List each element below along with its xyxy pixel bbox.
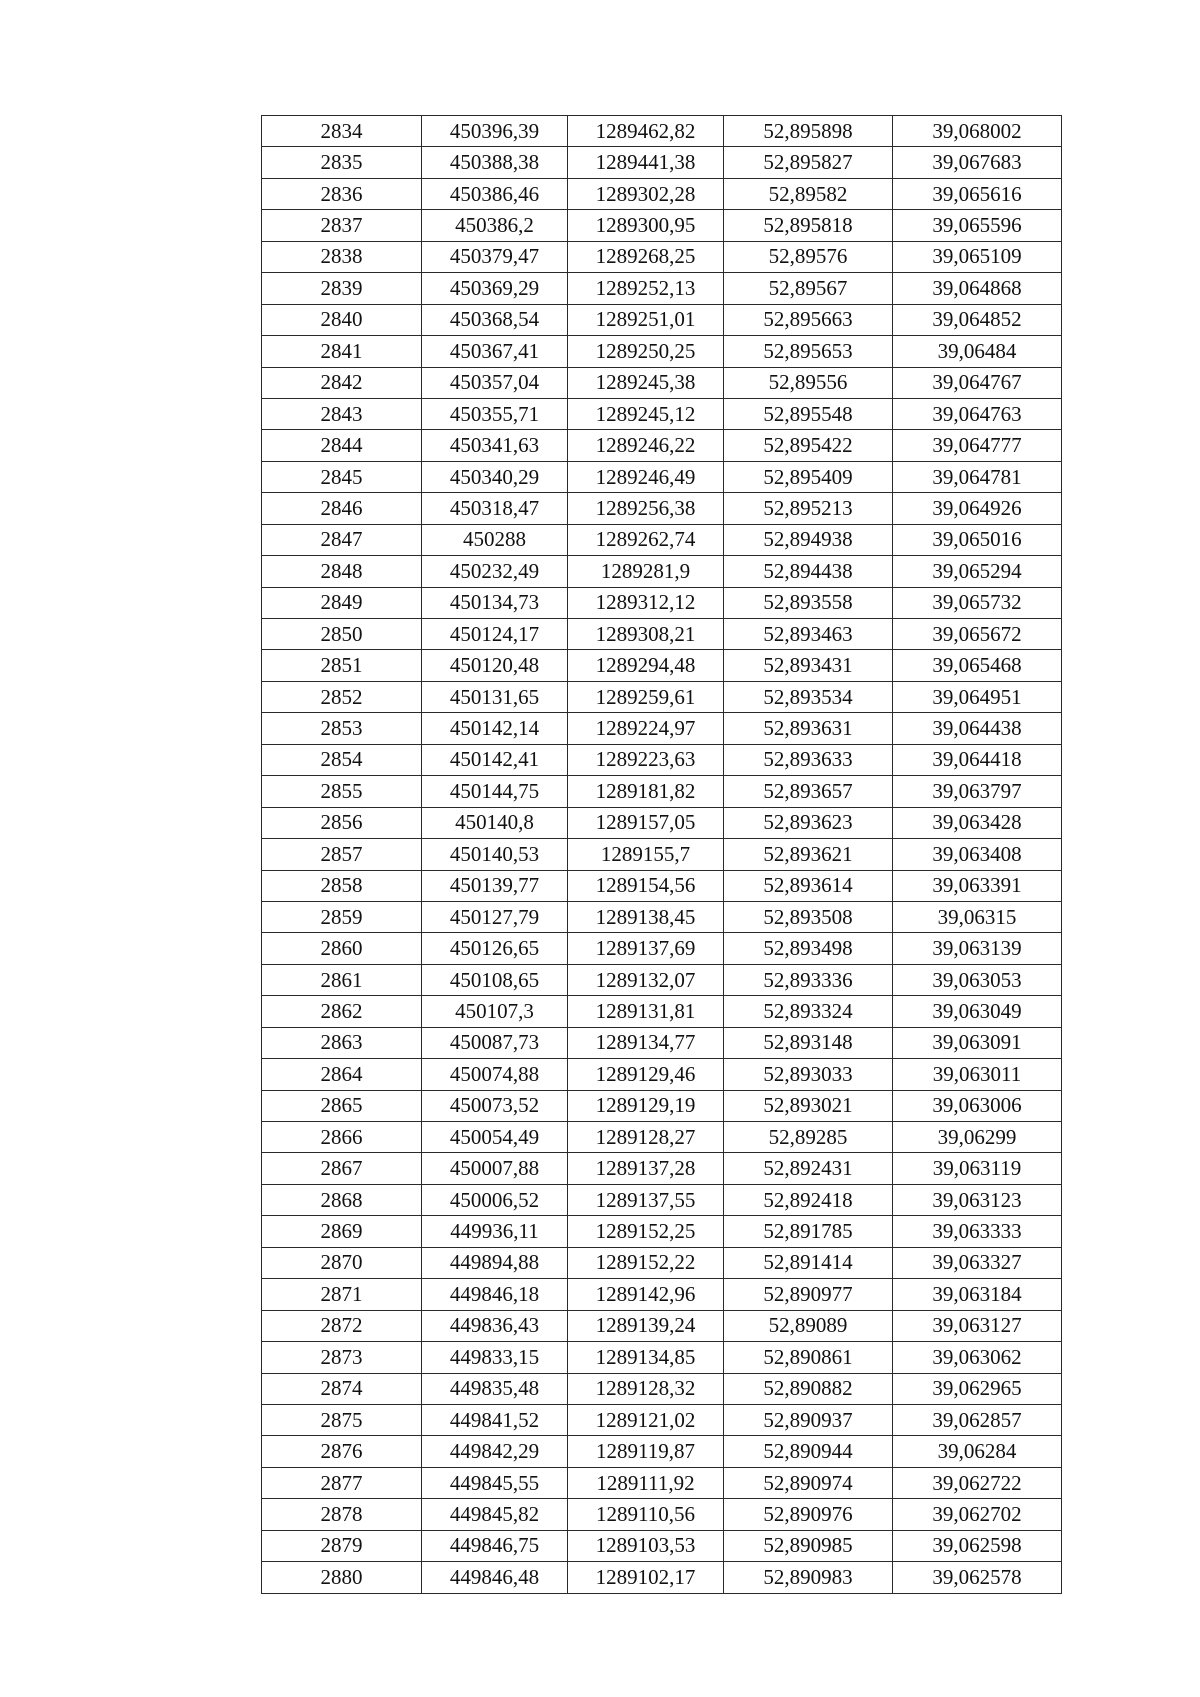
y-coordinate-cell: 1289134,77 (568, 1027, 724, 1058)
longitude-cell: 39,064763 (893, 398, 1062, 429)
x-coordinate-cell: 449835,48 (422, 1373, 568, 1404)
latitude-cell: 52,893324 (724, 996, 893, 1027)
latitude-cell: 52,895653 (724, 336, 893, 367)
x-coordinate-cell: 450386,46 (422, 178, 568, 209)
latitude-cell: 52,890983 (724, 1562, 893, 1593)
longitude-cell: 39,064777 (893, 430, 1062, 461)
latitude-cell: 52,893508 (724, 901, 893, 932)
x-coordinate-cell: 450142,14 (422, 713, 568, 744)
x-coordinate-cell: 450388,38 (422, 147, 568, 178)
latitude-cell: 52,890944 (724, 1436, 893, 1467)
y-coordinate-cell: 1289252,13 (568, 273, 724, 304)
point-number-cell: 2856 (262, 807, 422, 838)
x-coordinate-cell: 450139,77 (422, 870, 568, 901)
y-coordinate-cell: 1289256,38 (568, 493, 724, 524)
longitude-cell: 39,062722 (893, 1467, 1062, 1498)
latitude-cell: 52,893463 (724, 619, 893, 650)
y-coordinate-cell: 1289137,69 (568, 933, 724, 964)
latitude-cell: 52,894938 (724, 524, 893, 555)
x-coordinate-cell: 450127,79 (422, 901, 568, 932)
x-coordinate-cell: 450124,17 (422, 619, 568, 650)
point-number-cell: 2875 (262, 1404, 422, 1435)
table-row (262, 178, 1062, 209)
latitude-cell: 52,892431 (724, 1153, 893, 1184)
point-number-cell: 2849 (262, 587, 422, 618)
point-number-cell: 2860 (262, 933, 422, 964)
longitude-cell: 39,06315 (893, 901, 1062, 932)
longitude-cell: 39,065732 (893, 587, 1062, 618)
x-coordinate-cell: 450134,73 (422, 587, 568, 618)
x-coordinate-cell: 449894,88 (422, 1247, 568, 1278)
longitude-cell: 39,067683 (893, 147, 1062, 178)
x-coordinate-cell: 450007,88 (422, 1153, 568, 1184)
table-row (262, 1216, 1062, 1247)
x-coordinate-cell: 450006,52 (422, 1184, 568, 1215)
latitude-cell: 52,890861 (724, 1342, 893, 1373)
x-coordinate-cell: 449841,52 (422, 1404, 568, 1435)
latitude-cell: 52,893657 (724, 776, 893, 807)
x-coordinate-cell: 449936,11 (422, 1216, 568, 1247)
point-number-cell: 2865 (262, 1090, 422, 1121)
point-number-cell: 2867 (262, 1153, 422, 1184)
latitude-cell: 52,891414 (724, 1247, 893, 1278)
y-coordinate-cell: 1289181,82 (568, 776, 724, 807)
longitude-cell: 39,065672 (893, 619, 1062, 650)
longitude-cell: 39,063327 (893, 1247, 1062, 1278)
point-number-cell: 2874 (262, 1373, 422, 1404)
y-coordinate-cell: 1289308,21 (568, 619, 724, 650)
point-number-cell: 2857 (262, 839, 422, 870)
y-coordinate-cell: 1289246,22 (568, 430, 724, 461)
y-coordinate-cell: 1289121,02 (568, 1404, 724, 1435)
table-row (262, 713, 1062, 744)
y-coordinate-cell: 1289102,17 (568, 1562, 724, 1593)
longitude-cell: 39,063053 (893, 964, 1062, 995)
table-row (262, 650, 1062, 681)
y-coordinate-cell: 1289155,7 (568, 839, 724, 870)
longitude-cell: 39,063408 (893, 839, 1062, 870)
table-row (262, 933, 1062, 964)
table-row (262, 839, 1062, 870)
point-number-cell: 2835 (262, 147, 422, 178)
latitude-cell: 52,89285 (724, 1122, 893, 1153)
x-coordinate-cell: 450367,41 (422, 336, 568, 367)
x-coordinate-cell: 450379,47 (422, 241, 568, 272)
table-row (262, 1184, 1062, 1215)
longitude-cell: 39,062598 (893, 1530, 1062, 1561)
longitude-cell: 39,065109 (893, 241, 1062, 272)
y-coordinate-cell: 1289139,24 (568, 1310, 724, 1341)
table-row (262, 1153, 1062, 1184)
longitude-cell: 39,062857 (893, 1404, 1062, 1435)
point-number-cell: 2864 (262, 1059, 422, 1090)
table-row (262, 1404, 1062, 1435)
table-row (262, 1279, 1062, 1310)
table-row (262, 336, 1062, 367)
x-coordinate-cell: 450140,53 (422, 839, 568, 870)
latitude-cell: 52,89576 (724, 241, 893, 272)
point-number-cell: 2854 (262, 744, 422, 775)
table-row (262, 870, 1062, 901)
table-row (262, 619, 1062, 650)
y-coordinate-cell: 1289154,56 (568, 870, 724, 901)
point-number-cell: 2866 (262, 1122, 422, 1153)
x-coordinate-cell: 449845,55 (422, 1467, 568, 1498)
latitude-cell: 52,891785 (724, 1216, 893, 1247)
longitude-cell: 39,064767 (893, 367, 1062, 398)
longitude-cell: 39,063428 (893, 807, 1062, 838)
longitude-cell: 39,064418 (893, 744, 1062, 775)
longitude-cell: 39,063797 (893, 776, 1062, 807)
point-number-cell: 2877 (262, 1467, 422, 1498)
latitude-cell: 52,89582 (724, 178, 893, 209)
point-number-cell: 2837 (262, 210, 422, 241)
latitude-cell: 52,893148 (724, 1027, 893, 1058)
x-coordinate-cell: 450341,63 (422, 430, 568, 461)
x-coordinate-cell: 449846,48 (422, 1562, 568, 1593)
latitude-cell: 52,895213 (724, 493, 893, 524)
y-coordinate-cell: 1289138,45 (568, 901, 724, 932)
table-row (262, 430, 1062, 461)
x-coordinate-cell: 450107,3 (422, 996, 568, 1027)
y-coordinate-cell: 1289250,25 (568, 336, 724, 367)
longitude-cell: 39,065468 (893, 650, 1062, 681)
table-row (262, 1027, 1062, 1058)
longitude-cell: 39,062965 (893, 1373, 1062, 1404)
x-coordinate-cell: 450131,65 (422, 681, 568, 712)
table-row (262, 1247, 1062, 1278)
x-coordinate-cell: 449836,43 (422, 1310, 568, 1341)
table-row (262, 744, 1062, 775)
longitude-cell: 39,063333 (893, 1216, 1062, 1247)
latitude-cell: 52,893021 (724, 1090, 893, 1121)
y-coordinate-cell: 1289134,85 (568, 1342, 724, 1373)
longitude-cell: 39,06299 (893, 1122, 1062, 1153)
point-number-cell: 2838 (262, 241, 422, 272)
latitude-cell: 52,890974 (724, 1467, 893, 1498)
longitude-cell: 39,064781 (893, 461, 1062, 492)
x-coordinate-cell: 450073,52 (422, 1090, 568, 1121)
latitude-cell: 52,890977 (724, 1279, 893, 1310)
latitude-cell: 52,895422 (724, 430, 893, 461)
table-row (262, 1373, 1062, 1404)
point-number-cell: 2848 (262, 556, 422, 587)
longitude-cell: 39,063062 (893, 1342, 1062, 1373)
table-row (262, 1499, 1062, 1530)
y-coordinate-cell: 1289294,48 (568, 650, 724, 681)
latitude-cell: 52,890976 (724, 1499, 893, 1530)
x-coordinate-cell: 449846,75 (422, 1530, 568, 1561)
point-number-cell: 2876 (262, 1436, 422, 1467)
longitude-cell: 39,065016 (893, 524, 1062, 555)
longitude-cell: 39,064852 (893, 304, 1062, 335)
x-coordinate-cell: 450368,54 (422, 304, 568, 335)
latitude-cell: 52,893558 (724, 587, 893, 618)
table-row (262, 367, 1062, 398)
y-coordinate-cell: 1289462,82 (568, 116, 724, 147)
longitude-cell: 39,063123 (893, 1184, 1062, 1215)
coordinates-table-body (262, 116, 1062, 1594)
point-number-cell: 2859 (262, 901, 422, 932)
x-coordinate-cell: 450386,2 (422, 210, 568, 241)
y-coordinate-cell: 1289251,01 (568, 304, 724, 335)
point-number-cell: 2870 (262, 1247, 422, 1278)
longitude-cell: 39,063011 (893, 1059, 1062, 1090)
table-row (262, 587, 1062, 618)
longitude-cell: 39,064438 (893, 713, 1062, 744)
latitude-cell: 52,89567 (724, 273, 893, 304)
latitude-cell: 52,893633 (724, 744, 893, 775)
y-coordinate-cell: 1289152,22 (568, 1247, 724, 1278)
latitude-cell: 52,895827 (724, 147, 893, 178)
point-number-cell: 2879 (262, 1530, 422, 1561)
y-coordinate-cell: 1289152,25 (568, 1216, 724, 1247)
y-coordinate-cell: 1289103,53 (568, 1530, 724, 1561)
x-coordinate-cell: 449842,29 (422, 1436, 568, 1467)
y-coordinate-cell: 1289110,56 (568, 1499, 724, 1530)
y-coordinate-cell: 1289119,87 (568, 1436, 724, 1467)
point-number-cell: 2846 (262, 493, 422, 524)
x-coordinate-cell: 450054,49 (422, 1122, 568, 1153)
point-number-cell: 2839 (262, 273, 422, 304)
table-row (262, 210, 1062, 241)
latitude-cell: 52,89089 (724, 1310, 893, 1341)
table-row (262, 1467, 1062, 1498)
latitude-cell: 52,893498 (724, 933, 893, 964)
y-coordinate-cell: 1289262,74 (568, 524, 724, 555)
point-number-cell: 2871 (262, 1279, 422, 1310)
point-number-cell: 2861 (262, 964, 422, 995)
table-row (262, 304, 1062, 335)
latitude-cell: 52,893033 (724, 1059, 893, 1090)
latitude-cell: 52,895409 (724, 461, 893, 492)
point-number-cell: 2852 (262, 681, 422, 712)
y-coordinate-cell: 1289245,12 (568, 398, 724, 429)
x-coordinate-cell: 450120,48 (422, 650, 568, 681)
x-coordinate-cell: 450232,49 (422, 556, 568, 587)
table-row (262, 901, 1062, 932)
y-coordinate-cell: 1289142,96 (568, 1279, 724, 1310)
x-coordinate-cell: 450318,47 (422, 493, 568, 524)
x-coordinate-cell: 450126,65 (422, 933, 568, 964)
y-coordinate-cell: 1289441,38 (568, 147, 724, 178)
longitude-cell: 39,063391 (893, 870, 1062, 901)
table-row (262, 116, 1062, 147)
point-number-cell: 2842 (262, 367, 422, 398)
point-number-cell: 2863 (262, 1027, 422, 1058)
y-coordinate-cell: 1289132,07 (568, 964, 724, 995)
x-coordinate-cell: 450369,29 (422, 273, 568, 304)
latitude-cell: 52,890985 (724, 1530, 893, 1561)
latitude-cell: 52,893621 (724, 839, 893, 870)
longitude-cell: 39,063006 (893, 1090, 1062, 1121)
x-coordinate-cell: 449845,82 (422, 1499, 568, 1530)
table-row (262, 493, 1062, 524)
longitude-cell: 39,062702 (893, 1499, 1062, 1530)
point-number-cell: 2872 (262, 1310, 422, 1341)
longitude-cell: 39,06484 (893, 336, 1062, 367)
longitude-cell: 39,063127 (893, 1310, 1062, 1341)
longitude-cell: 39,064868 (893, 273, 1062, 304)
y-coordinate-cell: 1289302,28 (568, 178, 724, 209)
point-number-cell: 2834 (262, 116, 422, 147)
y-coordinate-cell: 1289157,05 (568, 807, 724, 838)
longitude-cell: 39,063049 (893, 996, 1062, 1027)
longitude-cell: 39,064926 (893, 493, 1062, 524)
latitude-cell: 52,895548 (724, 398, 893, 429)
table-row (262, 1310, 1062, 1341)
y-coordinate-cell: 1289245,38 (568, 367, 724, 398)
x-coordinate-cell: 450140,8 (422, 807, 568, 838)
point-number-cell: 2858 (262, 870, 422, 901)
y-coordinate-cell: 1289111,92 (568, 1467, 724, 1498)
point-number-cell: 2853 (262, 713, 422, 744)
y-coordinate-cell: 1289137,28 (568, 1153, 724, 1184)
latitude-cell: 52,893623 (724, 807, 893, 838)
latitude-cell: 52,893614 (724, 870, 893, 901)
y-coordinate-cell: 1289129,46 (568, 1059, 724, 1090)
longitude-cell: 39,065596 (893, 210, 1062, 241)
table-row (262, 524, 1062, 555)
coordinates-table (261, 115, 1062, 1594)
longitude-cell: 39,065294 (893, 556, 1062, 587)
latitude-cell: 52,890882 (724, 1373, 893, 1404)
table-row (262, 681, 1062, 712)
table-row (262, 996, 1062, 1027)
point-number-cell: 2844 (262, 430, 422, 461)
y-coordinate-cell: 1289300,95 (568, 210, 724, 241)
table-row (262, 1436, 1062, 1467)
x-coordinate-cell: 450087,73 (422, 1027, 568, 1058)
longitude-cell: 39,063091 (893, 1027, 1062, 1058)
x-coordinate-cell: 449833,15 (422, 1342, 568, 1373)
y-coordinate-cell: 1289312,12 (568, 587, 724, 618)
y-coordinate-cell: 1289128,32 (568, 1373, 724, 1404)
latitude-cell: 52,894438 (724, 556, 893, 587)
table-row (262, 556, 1062, 587)
table-row (262, 1090, 1062, 1121)
table-row (262, 776, 1062, 807)
point-number-cell: 2845 (262, 461, 422, 492)
x-coordinate-cell: 450340,29 (422, 461, 568, 492)
longitude-cell: 39,063184 (893, 1279, 1062, 1310)
longitude-cell: 39,065616 (893, 178, 1062, 209)
point-number-cell: 2836 (262, 178, 422, 209)
table-row (262, 273, 1062, 304)
table-row (262, 1562, 1062, 1593)
table-row (262, 1059, 1062, 1090)
longitude-cell: 39,068002 (893, 116, 1062, 147)
y-coordinate-cell: 1289246,49 (568, 461, 724, 492)
point-number-cell: 2841 (262, 336, 422, 367)
table-row (262, 964, 1062, 995)
table-row (262, 807, 1062, 838)
x-coordinate-cell: 449846,18 (422, 1279, 568, 1310)
x-coordinate-cell: 450074,88 (422, 1059, 568, 1090)
point-number-cell: 2840 (262, 304, 422, 335)
point-number-cell: 2873 (262, 1342, 422, 1373)
latitude-cell: 52,893336 (724, 964, 893, 995)
longitude-cell: 39,064951 (893, 681, 1062, 712)
latitude-cell: 52,895898 (724, 116, 893, 147)
y-coordinate-cell: 1289268,25 (568, 241, 724, 272)
table-row (262, 1122, 1062, 1153)
table-row (262, 1530, 1062, 1561)
longitude-cell: 39,063119 (893, 1153, 1062, 1184)
longitude-cell: 39,06284 (893, 1436, 1062, 1467)
y-coordinate-cell: 1289223,63 (568, 744, 724, 775)
table-row (262, 241, 1062, 272)
point-number-cell: 2843 (262, 398, 422, 429)
point-number-cell: 2850 (262, 619, 422, 650)
y-coordinate-cell: 1289128,27 (568, 1122, 724, 1153)
latitude-cell: 52,895663 (724, 304, 893, 335)
point-number-cell: 2869 (262, 1216, 422, 1247)
x-coordinate-cell: 450357,04 (422, 367, 568, 398)
table-row (262, 461, 1062, 492)
point-number-cell: 2880 (262, 1562, 422, 1593)
y-coordinate-cell: 1289137,55 (568, 1184, 724, 1215)
point-number-cell: 2878 (262, 1499, 422, 1530)
x-coordinate-cell: 450288 (422, 524, 568, 555)
point-number-cell: 2855 (262, 776, 422, 807)
point-number-cell: 2847 (262, 524, 422, 555)
latitude-cell: 52,892418 (724, 1184, 893, 1215)
latitude-cell: 52,893631 (724, 713, 893, 744)
longitude-cell: 39,063139 (893, 933, 1062, 964)
point-number-cell: 2862 (262, 996, 422, 1027)
latitude-cell: 52,893534 (724, 681, 893, 712)
y-coordinate-cell: 1289259,61 (568, 681, 724, 712)
longitude-cell: 39,062578 (893, 1562, 1062, 1593)
x-coordinate-cell: 450144,75 (422, 776, 568, 807)
x-coordinate-cell: 450355,71 (422, 398, 568, 429)
x-coordinate-cell: 450108,65 (422, 964, 568, 995)
y-coordinate-cell: 1289281,9 (568, 556, 724, 587)
y-coordinate-cell: 1289224,97 (568, 713, 724, 744)
y-coordinate-cell: 1289131,81 (568, 996, 724, 1027)
table-row (262, 147, 1062, 178)
point-number-cell: 2851 (262, 650, 422, 681)
point-number-cell: 2868 (262, 1184, 422, 1215)
latitude-cell: 52,895818 (724, 210, 893, 241)
y-coordinate-cell: 1289129,19 (568, 1090, 724, 1121)
latitude-cell: 52,893431 (724, 650, 893, 681)
table-row (262, 1342, 1062, 1373)
x-coordinate-cell: 450142,41 (422, 744, 568, 775)
table-row (262, 398, 1062, 429)
latitude-cell: 52,890937 (724, 1404, 893, 1435)
x-coordinate-cell: 450396,39 (422, 116, 568, 147)
latitude-cell: 52,89556 (724, 367, 893, 398)
